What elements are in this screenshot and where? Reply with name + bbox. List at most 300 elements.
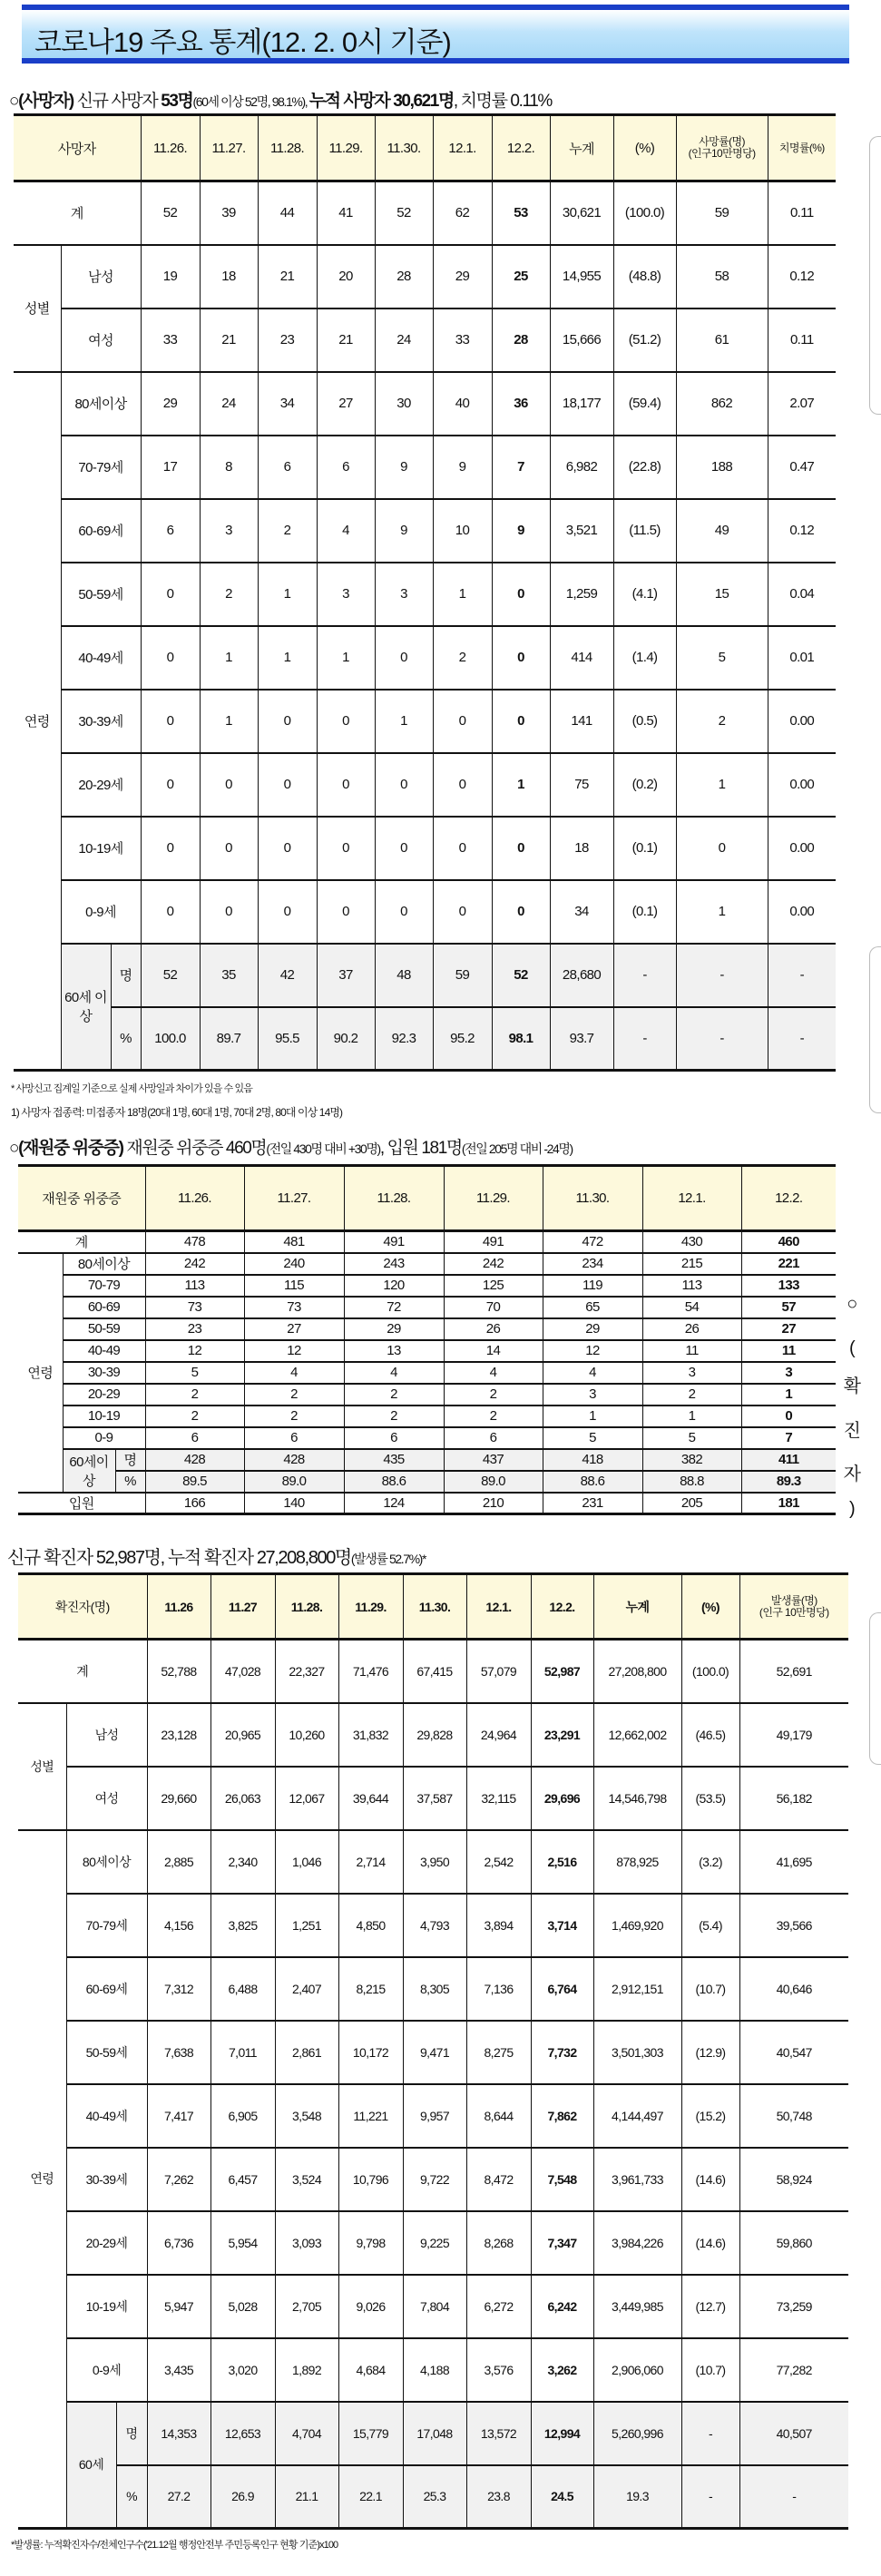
table-cell: 0 bbox=[492, 880, 550, 944]
table-cell: 12,994 bbox=[531, 2402, 593, 2465]
table-cell: 29,828 bbox=[403, 1703, 466, 1767]
row-label: 10-19세 bbox=[66, 2275, 147, 2338]
table-cell: 2,906,060 bbox=[593, 2338, 681, 2402]
table-cell: 1 bbox=[642, 1406, 741, 1427]
table-cell: 113 bbox=[642, 1275, 741, 1297]
table-cell: 10,260 bbox=[275, 1703, 338, 1767]
table-cell: 0 bbox=[433, 753, 492, 817]
table-cell: 17,048 bbox=[403, 2402, 466, 2465]
table-cell: 6 bbox=[344, 1427, 444, 1449]
table-cell: 481 bbox=[244, 1231, 344, 1253]
table-cell: 29,696 bbox=[531, 1767, 593, 1830]
table-cell: 3,825 bbox=[210, 1894, 275, 1957]
table-cell: (46.5) bbox=[681, 1703, 739, 1767]
table-cell: 27,208,800 bbox=[593, 1640, 681, 1703]
table-cell: 0 bbox=[492, 626, 550, 690]
table-cell: 3,521 bbox=[550, 499, 613, 563]
table-cell: (48.8) bbox=[613, 245, 676, 309]
table-cell: 75 bbox=[550, 753, 613, 817]
table-row bbox=[14, 880, 836, 944]
bullet-circle-icon: ○ bbox=[9, 92, 19, 111]
table-cell: 18,177 bbox=[550, 372, 613, 436]
table-cell: 47,028 bbox=[210, 1640, 275, 1703]
table-row bbox=[18, 2275, 848, 2338]
row-label: 70-79세 bbox=[61, 436, 141, 499]
table-cell: (53.5) bbox=[681, 1767, 739, 1830]
row-label: 60세이상 bbox=[63, 1449, 115, 1493]
heading-text: 신규 사망자 bbox=[73, 92, 162, 111]
table-row bbox=[14, 563, 836, 626]
table-cell: 0 bbox=[317, 753, 375, 817]
table-cell: 1,046 bbox=[275, 1830, 338, 1894]
table-cell: 181 bbox=[741, 1493, 836, 1514]
table-cell: 3,894 bbox=[466, 1894, 531, 1957]
table-cell: 1 bbox=[258, 563, 317, 626]
row-label: 여성 bbox=[61, 309, 141, 372]
table-cell: (4.1) bbox=[613, 563, 676, 626]
table-cell: 2,516 bbox=[531, 1830, 593, 1894]
row-sublabel: 명 bbox=[116, 2402, 147, 2465]
table-cell: 7,732 bbox=[531, 2021, 593, 2084]
table-cell: 0 bbox=[141, 690, 200, 753]
table-cell: 20 bbox=[317, 245, 375, 309]
table-cell: 242 bbox=[444, 1253, 543, 1275]
row-label: 30-39 bbox=[63, 1362, 145, 1384]
table-cell: 491 bbox=[444, 1231, 543, 1253]
table-cell: 90.2 bbox=[317, 1007, 375, 1071]
table-cell: 39,644 bbox=[338, 1767, 403, 1830]
table-cell: 9,722 bbox=[403, 2148, 466, 2211]
table-cell: 0 bbox=[433, 817, 492, 880]
table-row bbox=[18, 2211, 848, 2275]
table-cell: 878,925 bbox=[593, 1830, 681, 1894]
table-cell: 14,546,798 bbox=[593, 1767, 681, 1830]
table-cell: 13 bbox=[344, 1340, 444, 1362]
table-cell: 71,476 bbox=[338, 1640, 403, 1703]
table-cell: 11,221 bbox=[338, 2084, 403, 2148]
row-label: 입원 bbox=[18, 1493, 145, 1514]
table-cell: 52 bbox=[141, 944, 200, 1007]
table-cell: 29 bbox=[141, 372, 200, 436]
table-cell: 42 bbox=[258, 944, 317, 1007]
row-label: 60-69세 bbox=[61, 499, 141, 563]
table-row bbox=[18, 1384, 836, 1406]
table-cell: 22,327 bbox=[275, 1640, 338, 1703]
table-cell: 28 bbox=[492, 309, 550, 372]
table-cell: 3,548 bbox=[275, 2084, 338, 2148]
table-cell: 6,905 bbox=[210, 2084, 275, 2148]
table-cell: 3,950 bbox=[403, 1830, 466, 1894]
cases-table bbox=[18, 1572, 848, 2530]
header-cell: 12.1. bbox=[642, 1166, 741, 1231]
table-row bbox=[18, 1427, 836, 1449]
table-cell: (100.0) bbox=[613, 181, 676, 245]
table-cell: 0 bbox=[258, 880, 317, 944]
row-group-label: 연령 bbox=[18, 1830, 66, 2529]
table-cell: 2 bbox=[676, 690, 768, 753]
scroll-edge-panel bbox=[869, 1612, 881, 1765]
table-cell: 0 bbox=[375, 753, 433, 817]
table-cell: 1,892 bbox=[275, 2338, 338, 2402]
table-cell: - bbox=[768, 1007, 836, 1071]
table-cell: (100.0) bbox=[681, 1640, 739, 1703]
table-row bbox=[18, 2465, 848, 2529]
table-cell: 19.3 bbox=[593, 2465, 681, 2529]
table-cell: 27 bbox=[741, 1318, 836, 1340]
table-cell: 4,793 bbox=[403, 1894, 466, 1957]
table-cell: 15,666 bbox=[550, 309, 613, 372]
table-cell: 1 bbox=[676, 880, 768, 944]
table-cell: 205 bbox=[642, 1493, 741, 1514]
table-cell: 1 bbox=[676, 753, 768, 817]
table-cell: (11.5) bbox=[613, 499, 676, 563]
header-line: 발생률(명) bbox=[770, 1593, 817, 1607]
header-cell: 11.26. bbox=[141, 115, 200, 181]
table-cell: 1,251 bbox=[275, 1894, 338, 1957]
table-cell: 53 bbox=[492, 181, 550, 245]
table-row bbox=[14, 626, 836, 690]
table-cell: 15 bbox=[676, 563, 768, 626]
table-cell: 6 bbox=[141, 499, 200, 563]
table-cell: 9,471 bbox=[403, 2021, 466, 2084]
table-cell: 27 bbox=[317, 372, 375, 436]
header-cell: 확진자(명) bbox=[18, 1574, 147, 1640]
table-cell: 14,353 bbox=[147, 2402, 210, 2465]
table-cell: 2,542 bbox=[466, 1830, 531, 1894]
table-cell: 8,215 bbox=[338, 1957, 403, 2021]
row-label: 60세 이상 bbox=[61, 944, 111, 1071]
table-cell: 5 bbox=[676, 626, 768, 690]
table-cell: 3,020 bbox=[210, 2338, 275, 2402]
table-row bbox=[18, 2021, 848, 2084]
table-cell: 62 bbox=[433, 181, 492, 245]
table-cell: 40,547 bbox=[739, 2021, 848, 2084]
table-cell: 33 bbox=[141, 309, 200, 372]
header-cell: 12.2. bbox=[531, 1574, 593, 1640]
table-cell: 11 bbox=[642, 1340, 741, 1362]
table-cell: 215 bbox=[642, 1253, 741, 1275]
table-cell: 52,987 bbox=[531, 1640, 593, 1703]
table-cell: 30,621 bbox=[550, 181, 613, 245]
table-cell: 89.3 bbox=[741, 1471, 836, 1493]
table-cell: 2 bbox=[642, 1384, 741, 1406]
table-cell: 92.3 bbox=[375, 1007, 433, 1071]
table-cell: 24,964 bbox=[466, 1703, 531, 1767]
table-cell: (3.2) bbox=[681, 1830, 739, 1894]
table-cell: 478 bbox=[145, 1231, 244, 1253]
table-cell: (0.1) bbox=[613, 817, 676, 880]
table-cell: 231 bbox=[543, 1493, 642, 1514]
table-cell: 0.12 bbox=[768, 499, 836, 563]
table-cell: 0 bbox=[141, 563, 200, 626]
table-cell: 9,798 bbox=[338, 2211, 403, 2275]
table-header-row bbox=[18, 1166, 836, 1231]
table-cell: 428 bbox=[145, 1449, 244, 1471]
table-cell: 430 bbox=[642, 1231, 741, 1253]
table-cell: 3 bbox=[375, 563, 433, 626]
table-cell: 7 bbox=[741, 1427, 836, 1449]
table-cell: 3,714 bbox=[531, 1894, 593, 1957]
table-cell: 4,188 bbox=[403, 2338, 466, 2402]
table-cell: 3,576 bbox=[466, 2338, 531, 2402]
table-cell: 0 bbox=[317, 817, 375, 880]
table-cell: 12,662,002 bbox=[593, 1703, 681, 1767]
row-label: 60세 bbox=[66, 2402, 116, 2529]
table-cell: 7,136 bbox=[466, 1957, 531, 2021]
table-cell: 8,644 bbox=[466, 2084, 531, 2148]
table-cell: 0.47 bbox=[768, 436, 836, 499]
table-cell: 7,262 bbox=[147, 2148, 210, 2211]
scroll-edge-panel bbox=[869, 946, 881, 1113]
table-cell: (51.2) bbox=[613, 309, 676, 372]
table-cell: 58 bbox=[676, 245, 768, 309]
table-cell: (10.7) bbox=[681, 2338, 739, 2402]
row-label: 계 bbox=[18, 1231, 145, 1253]
table-cell: 414 bbox=[550, 626, 613, 690]
table-cell: 2 bbox=[145, 1384, 244, 1406]
table-row bbox=[18, 2402, 848, 2465]
table-cell: 24 bbox=[375, 309, 433, 372]
table-row bbox=[18, 1297, 836, 1318]
table-cell: 3,984,226 bbox=[593, 2211, 681, 2275]
table-cell: 10,796 bbox=[338, 2148, 403, 2211]
table-cell: 0 bbox=[492, 817, 550, 880]
header-cell: 11.29. bbox=[444, 1166, 543, 1231]
table-cell: 7,347 bbox=[531, 2211, 593, 2275]
table-cell: 6,764 bbox=[531, 1957, 593, 2021]
row-label: 10-19세 bbox=[61, 817, 141, 880]
table-cell: 0.00 bbox=[768, 690, 836, 753]
row-sublabel: 명 bbox=[111, 944, 141, 1007]
table-cell: 57 bbox=[741, 1297, 836, 1318]
table-cell: 0 bbox=[375, 626, 433, 690]
table-row bbox=[14, 181, 836, 245]
table-cell: 8,305 bbox=[403, 1957, 466, 2021]
table-cell: 61 bbox=[676, 309, 768, 372]
table-cell: 23 bbox=[258, 309, 317, 372]
table-cell: 221 bbox=[741, 1253, 836, 1275]
row-sublabel: % bbox=[116, 2465, 147, 2529]
table-cell: 9,026 bbox=[338, 2275, 403, 2338]
table-cell: 210 bbox=[444, 1493, 543, 1514]
table-cell: 242 bbox=[145, 1253, 244, 1275]
table-cell: 4,850 bbox=[338, 1894, 403, 1957]
table-cell: 23 bbox=[145, 1318, 244, 1340]
table-header-row bbox=[18, 1574, 848, 1640]
table-cell: 0 bbox=[141, 626, 200, 690]
header-cell: 12.2. bbox=[492, 115, 550, 181]
table-cell: 11 bbox=[741, 1340, 836, 1362]
deaths-heading bbox=[9, 87, 552, 112]
row-label: 0-9세 bbox=[66, 2338, 147, 2402]
table-cell: 2 bbox=[200, 563, 258, 626]
footnote: *발생률: 누적확진자수/전체인구수('21.12월 행정안전부 주민등록인구 현황 기준)x100 bbox=[11, 2540, 338, 2551]
table-row bbox=[18, 2338, 848, 2402]
row-label: 20-29세 bbox=[66, 2211, 147, 2275]
table-cell: 67,415 bbox=[403, 1640, 466, 1703]
table-row bbox=[18, 1275, 836, 1297]
header-cell: 재원중 위중증 bbox=[18, 1166, 145, 1231]
table-row bbox=[18, 1830, 848, 1894]
table-cell: 12,653 bbox=[210, 2402, 275, 2465]
side-label-char: 진 bbox=[843, 1421, 861, 1441]
table-cell: 25.3 bbox=[403, 2465, 466, 2529]
table-cell: 418 bbox=[543, 1449, 642, 1471]
table-cell: 52,691 bbox=[739, 1640, 848, 1703]
table-cell: 95.5 bbox=[258, 1007, 317, 1071]
table-cell: - bbox=[681, 2402, 739, 2465]
table-cell: 2,912,151 bbox=[593, 1957, 681, 2021]
table-cell: 10 bbox=[433, 499, 492, 563]
table-cell: 9,225 bbox=[403, 2211, 466, 2275]
row-label: 40-49세 bbox=[66, 2084, 147, 2148]
table-cell: 89.5 bbox=[145, 1471, 244, 1493]
table-cell: 2 bbox=[433, 626, 492, 690]
row-label: 80세이상 bbox=[61, 372, 141, 436]
table-cell: 0.00 bbox=[768, 880, 836, 944]
table-cell: 3 bbox=[642, 1362, 741, 1384]
row-label: 80세이상 bbox=[63, 1253, 145, 1275]
table-row bbox=[18, 1362, 836, 1384]
row-label: 남성 bbox=[66, 1703, 147, 1767]
table-row bbox=[14, 817, 836, 880]
table-cell: 2 bbox=[444, 1384, 543, 1406]
header-cell: 누계 bbox=[550, 115, 613, 181]
header-line: (인구 10만명당) bbox=[759, 1605, 829, 1619]
table-cell: 7,312 bbox=[147, 1957, 210, 2021]
table-cell: 1 bbox=[741, 1384, 836, 1406]
table-cell: 0 bbox=[375, 880, 433, 944]
table-cell: 6,242 bbox=[531, 2275, 593, 2338]
table-cell: 23.8 bbox=[466, 2465, 531, 2529]
table-cell: 23,291 bbox=[531, 1703, 593, 1767]
table-cell: 6 bbox=[444, 1427, 543, 1449]
table-cell: 70 bbox=[444, 1297, 543, 1318]
table-cell: 0 bbox=[492, 563, 550, 626]
table-cell: 0 bbox=[492, 690, 550, 753]
table-row bbox=[14, 753, 836, 817]
table-cell: 2 bbox=[145, 1406, 244, 1427]
table-cell: 382 bbox=[642, 1449, 741, 1471]
table-cell: 49,179 bbox=[739, 1703, 848, 1767]
table-cell: (59.4) bbox=[613, 372, 676, 436]
table-cell: 2,340 bbox=[210, 1830, 275, 1894]
table-cell: 8,268 bbox=[466, 2211, 531, 2275]
table-cell: 140 bbox=[244, 1493, 344, 1514]
table-cell: 0.01 bbox=[768, 626, 836, 690]
row-label: 80세이상 bbox=[66, 1830, 147, 1894]
table-cell: 44 bbox=[258, 181, 317, 245]
table-cell: 6,488 bbox=[210, 1957, 275, 2021]
table-cell: 31,832 bbox=[338, 1703, 403, 1767]
table-cell: 113 bbox=[145, 1275, 244, 1297]
table-cell: 21 bbox=[200, 309, 258, 372]
row-label: 계 bbox=[18, 1640, 147, 1703]
row-label: 남성 bbox=[61, 245, 141, 309]
table-cell: 2 bbox=[344, 1406, 444, 1427]
table-cell: 26,063 bbox=[210, 1767, 275, 1830]
table-row bbox=[18, 1767, 848, 1830]
header-cell: 11.26. bbox=[145, 1166, 244, 1231]
table-header-row bbox=[14, 115, 836, 181]
table-cell: 240 bbox=[244, 1253, 344, 1275]
table-cell: 52,788 bbox=[147, 1640, 210, 1703]
header-cell bbox=[768, 115, 836, 181]
table-cell: 0.00 bbox=[768, 817, 836, 880]
heading-detail: (60세 이상 52명, 98.1%), bbox=[192, 94, 309, 109]
table-cell: 6,457 bbox=[210, 2148, 275, 2211]
table-cell: 2,714 bbox=[338, 1830, 403, 1894]
table-cell: 2.07 bbox=[768, 372, 836, 436]
table-cell: - bbox=[739, 2465, 848, 2529]
fatality-rate: , 치명률 0.11% bbox=[453, 92, 552, 111]
table-cell: 4,704 bbox=[275, 2402, 338, 2465]
table-cell: 0 bbox=[258, 753, 317, 817]
table-cell: 77,282 bbox=[739, 2338, 848, 2402]
table-cell: 29,660 bbox=[147, 1767, 210, 1830]
side-label-char: ) bbox=[848, 1499, 856, 1519]
table-cell: 72 bbox=[344, 1297, 444, 1318]
table-cell: 5,260,996 bbox=[593, 2402, 681, 2465]
row-group-label: 연령 bbox=[18, 1253, 63, 1493]
table-cell: 5 bbox=[642, 1427, 741, 1449]
header-cell: 11.28. bbox=[258, 115, 317, 181]
table-cell: 9 bbox=[375, 436, 433, 499]
table-cell: 7 bbox=[492, 436, 550, 499]
table-cell: 21 bbox=[258, 245, 317, 309]
table-cell: 23,128 bbox=[147, 1703, 210, 1767]
table-cell: 24.5 bbox=[531, 2465, 593, 2529]
table-cell: 2 bbox=[344, 1384, 444, 1406]
table-cell: 88.8 bbox=[642, 1471, 741, 1493]
cumulative-deaths: 누적 사망자 30,621명 bbox=[308, 92, 454, 111]
footnote: * 사망신고 집계일 기준으로 실제 사망일과 차이가 있을 수 있음 bbox=[11, 1083, 252, 1094]
table-cell: 2,705 bbox=[275, 2275, 338, 2338]
table-cell: 1 bbox=[375, 690, 433, 753]
table-cell: 2 bbox=[244, 1384, 344, 1406]
header-cell: 11.30. bbox=[403, 1574, 466, 1640]
table-cell: 3,524 bbox=[275, 2148, 338, 2211]
table-cell: 9 bbox=[375, 499, 433, 563]
footnote: 1) 사망자 접종력: 미접종자 18명(20대 1명, 60대 1명, 70대 2명, 80대 이상 14명) bbox=[11, 1106, 343, 1119]
table-cell: 27 bbox=[244, 1318, 344, 1340]
table-cell: 124 bbox=[344, 1493, 444, 1514]
side-label-char: ○ bbox=[847, 1294, 857, 1314]
table-cell: 491 bbox=[344, 1231, 444, 1253]
table-cell: 4,156 bbox=[147, 1894, 210, 1957]
table-cell: (14.6) bbox=[681, 2211, 739, 2275]
table-cell: 3,435 bbox=[147, 2338, 210, 2402]
row-label: 60-69 bbox=[63, 1297, 145, 1318]
new-deaths: 53명 bbox=[161, 92, 193, 111]
table-cell: 15,779 bbox=[338, 2402, 403, 2465]
row-group-label: 성별 bbox=[14, 245, 61, 372]
table-cell: 7,417 bbox=[147, 2084, 210, 2148]
table-cell: 95.2 bbox=[433, 1007, 492, 1071]
table-cell: - bbox=[613, 1007, 676, 1071]
table-cell: 27.2 bbox=[147, 2465, 210, 2529]
table-cell: 1,259 bbox=[550, 563, 613, 626]
table-row bbox=[18, 1493, 836, 1514]
table-cell: 3,961,733 bbox=[593, 2148, 681, 2211]
table-cell: 12 bbox=[244, 1340, 344, 1362]
table-cell: 4 bbox=[344, 1362, 444, 1384]
table-cell: 437 bbox=[444, 1449, 543, 1471]
critical-tag: (재원중 위중증) bbox=[18, 1139, 123, 1158]
row-label: 계 bbox=[14, 181, 141, 245]
table-cell: 48 bbox=[375, 944, 433, 1007]
row-sublabel: % bbox=[115, 1471, 145, 1493]
